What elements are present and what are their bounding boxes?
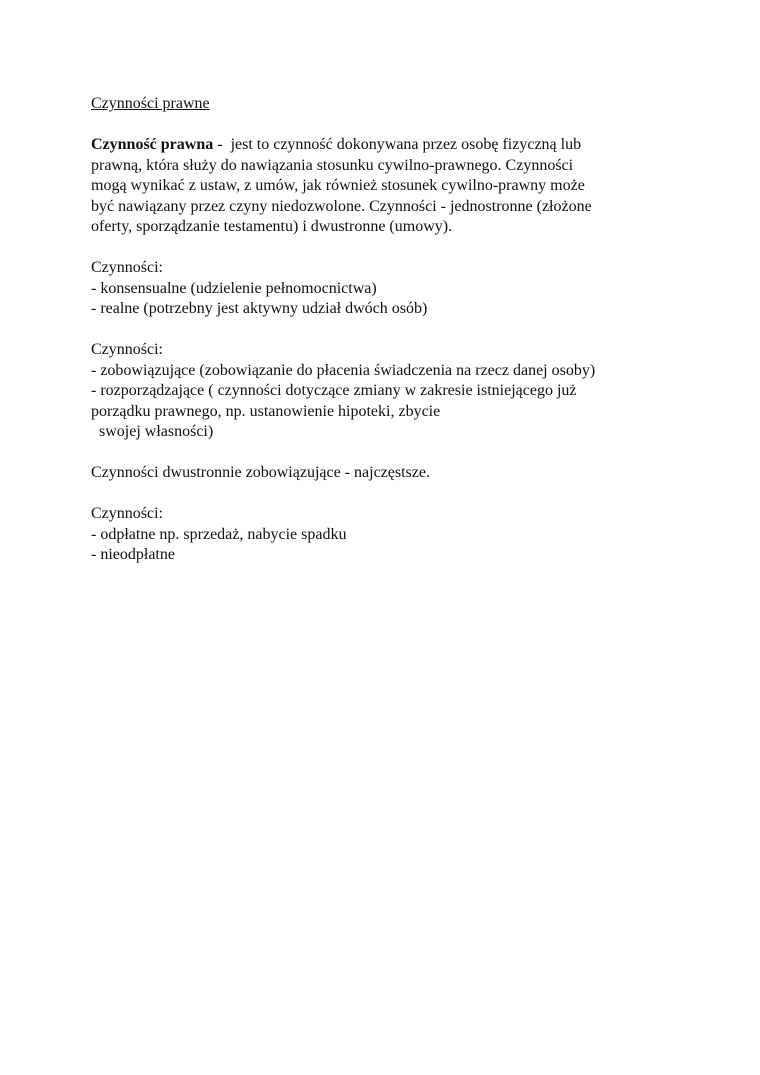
definition-paragraph — [91, 135, 691, 238]
definition-line-5: oferty, sporządzanie testamentu) i dwustronne (umowy). — [91, 218, 453, 235]
list-item-continuation: swojej własności) — [99, 423, 214, 440]
document-title: Czynności prawne — [91, 95, 210, 112]
section-1-heading: Czynności: — [91, 259, 163, 276]
spacer — [91, 115, 691, 136]
list-item-continuation: porządku prawnego, np. ustanowienie hipoteki, zbycie — [91, 402, 441, 420]
section-2-heading: Czynności: — [91, 341, 163, 358]
spacer — [91, 484, 691, 505]
spacer — [91, 238, 691, 259]
section-3 — [91, 504, 691, 566]
definition-line-1 — [91, 135, 691, 156]
section-2 — [91, 340, 691, 443]
definition-term: Czynność prawna — [91, 136, 214, 153]
section-3-heading: Czynności: — [91, 505, 163, 522]
document-page — [91, 94, 691, 566]
list-item: - nieodpłatne — [91, 546, 175, 563]
list-item: - konsensualne (udzielenie pełnomocnictwa) — [91, 279, 377, 297]
list-item: - odpłatne np. sprzedaż, nabycie spadku — [91, 525, 347, 543]
spacer — [91, 443, 691, 464]
list-item: - realne (potrzebny jest aktywny udział dwóch osób) — [91, 300, 428, 317]
list-item: - zobowiązujące (zobowiązanie do płacenia świadczenia na rzecz danej osoby) — [91, 361, 596, 379]
definition-line-2: prawną, która służy do nawiązania stosunku cywilno-prawnego. Czynności — [91, 156, 574, 174]
section-1 — [91, 258, 691, 320]
spacer — [91, 320, 691, 341]
note-line: Czynności dwustronnie zobowiązujące - najczęstsze. — [91, 464, 430, 481]
definition-line-4: być nawiązany przez czyny niedozwolone. Czynności - jednostronne (złożone — [91, 197, 592, 215]
list-item: - rozporządzające ( czynności dotyczące zmiany w zakresie istniejącego już — [91, 382, 577, 399]
definition-line-3: mogą wynikać z ustaw, z umów, jak również stosunek cywilno-prawny może — [91, 177, 585, 194]
definition-line-1-rest: - jest to czynność dokonywana przez osobę fizyczną lub — [213, 136, 582, 153]
